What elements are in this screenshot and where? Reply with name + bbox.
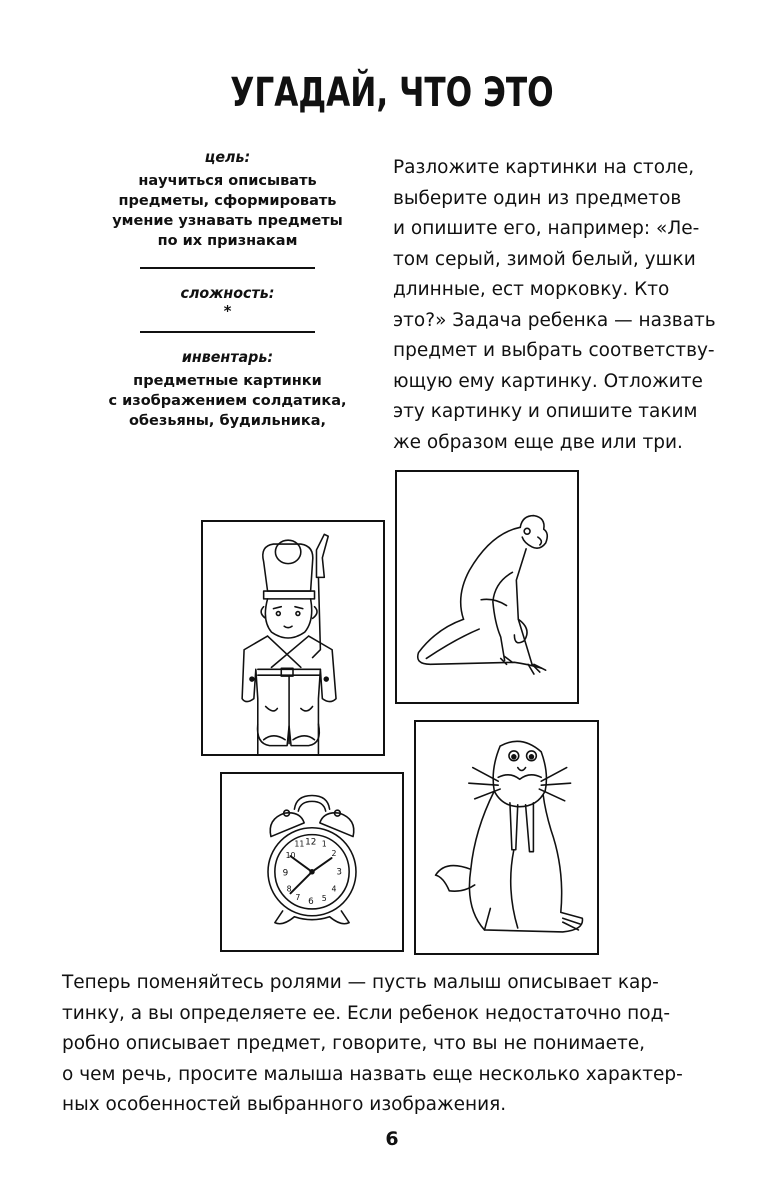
svg-text:7: 7 xyxy=(295,893,301,903)
svg-text:1: 1 xyxy=(321,839,327,849)
svg-text:3: 3 xyxy=(336,867,343,878)
page-number: 6 xyxy=(385,1128,399,1150)
goal-line: научиться описывать xyxy=(138,173,317,189)
text-line: Теперь поменяйтесь ролями — пусть малыш описывает кар- xyxy=(62,972,659,993)
alarm-clock-illustration-card xyxy=(220,772,404,952)
goal-label: цель: xyxy=(204,148,251,166)
text-line: робно описывает предмет, говорите, что вы не понимаете, xyxy=(62,1033,645,1054)
intro-paragraph xyxy=(393,153,743,458)
inventory-label: инвентарь: xyxy=(181,348,274,366)
goal-line: по их признакам xyxy=(157,233,298,249)
walrus-illustration-card xyxy=(414,720,599,955)
monkey-illustration-card xyxy=(395,470,579,704)
svg-text:12: 12 xyxy=(305,837,317,848)
svg-text:5: 5 xyxy=(321,894,327,904)
text-line: эту картинку и опишите таким xyxy=(393,401,698,422)
page-title: УГАДАЙ, ЧТО ЭТО xyxy=(230,70,554,116)
alarm-clock-icon xyxy=(222,774,402,950)
divider xyxy=(140,331,315,333)
svg-text:8: 8 xyxy=(286,884,292,894)
svg-text:2: 2 xyxy=(331,849,337,859)
text-line: длинные, ест морковку. Кто xyxy=(393,279,670,300)
text-line: тинку, а вы определяете ее. Если ребенок недостаточно под- xyxy=(62,1002,671,1024)
text-line: том серый, зимой белый, ушки xyxy=(393,248,696,270)
activity-info-panel xyxy=(100,147,355,431)
difficulty-label: сложность: xyxy=(180,284,275,302)
text-line: ных особенностей выбранного изображения. xyxy=(62,1094,507,1115)
text-line: о чем речь, просите малыша назвать еще несколько характер- xyxy=(62,1063,683,1085)
divider xyxy=(140,267,315,269)
text-line: ющую ему картинку. Отложите xyxy=(393,370,703,392)
text-line: же образом еще две или три. xyxy=(393,431,683,453)
text-line: и опишите его, например: «Ле- xyxy=(393,218,700,239)
text-line: предмет и выбрать соответству- xyxy=(393,340,715,361)
inventory-line: предметные картинки xyxy=(133,373,322,389)
inventory-line: обезьяны, будильника, xyxy=(128,413,327,429)
monkey-icon xyxy=(397,472,577,702)
outro-paragraph xyxy=(62,968,732,1121)
svg-text:9: 9 xyxy=(282,868,289,879)
goal-text xyxy=(100,171,355,251)
text-line: это?» Задача ребенка — назвать xyxy=(393,309,716,331)
svg-text:6: 6 xyxy=(308,897,314,908)
text-line: выберите один из предметов xyxy=(393,187,682,209)
difficulty-rating: * xyxy=(223,302,232,320)
toy-soldier-icon xyxy=(203,522,383,754)
goal-line: умение узнавать предметы xyxy=(112,213,343,229)
walrus-icon xyxy=(416,722,597,953)
soldier-illustration-card xyxy=(201,520,385,756)
goal-line: предметы, сформировать xyxy=(118,193,337,209)
svg-text:11: 11 xyxy=(294,839,305,849)
svg-text:10: 10 xyxy=(285,851,296,861)
inventory-line: с изображением солдатика, xyxy=(108,393,347,409)
text-line: Разложите картинки на столе, xyxy=(393,157,695,178)
inventory-text xyxy=(100,371,355,431)
svg-text:4: 4 xyxy=(331,884,337,894)
